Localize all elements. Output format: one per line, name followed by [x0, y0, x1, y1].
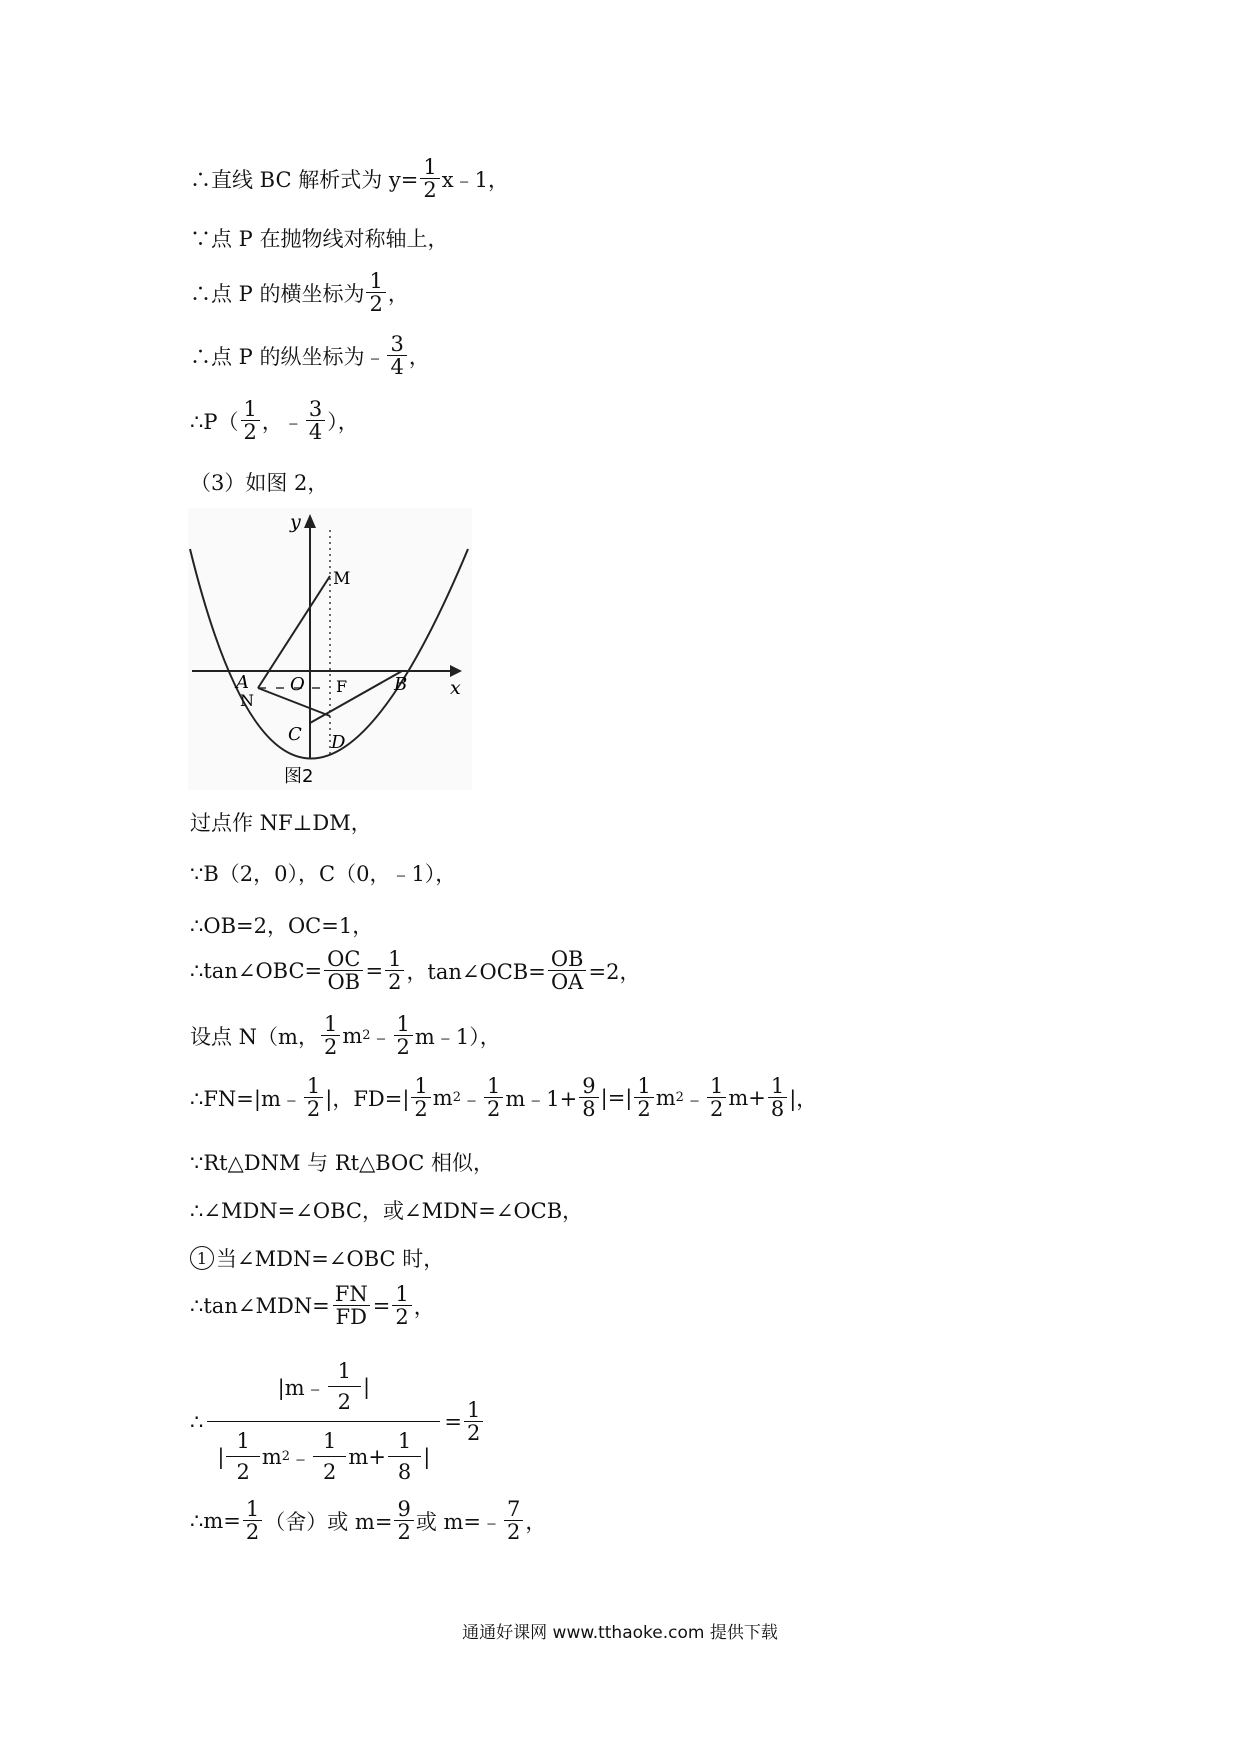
fraction	[241, 398, 260, 443]
numerator: 9	[582, 1074, 596, 1098]
numerator: 1	[395, 1282, 409, 1306]
numerator: 3	[308, 397, 323, 421]
exponent: 2	[675, 1090, 684, 1106]
text-segment: x﹣1，	[441, 167, 509, 192]
text-segment: |=|	[600, 1085, 633, 1110]
numerator: 1	[306, 1074, 321, 1098]
text-segment: ，	[408, 344, 430, 369]
text-segment: m	[432, 1085, 453, 1110]
text-line-points-bc	[190, 858, 456, 888]
denominator: 2	[484, 1097, 503, 1120]
text-segment: ∴∠MDN=∠OBC，或∠MDN=∠OCB，	[190, 1199, 584, 1223]
parabola-figure	[188, 508, 472, 790]
text-segment: |m﹣	[277, 1375, 326, 1400]
label-y: y	[290, 511, 301, 533]
denominator: OB	[324, 970, 363, 993]
text-line-bc-equation	[190, 156, 509, 201]
text-segment: ，	[525, 1509, 547, 1534]
text-segment: m	[261, 1444, 282, 1469]
text-segment: （3）如图 2，	[190, 471, 329, 495]
numerator: OC	[327, 947, 361, 971]
text-segment: ∴tan∠MDN=	[190, 1293, 330, 1318]
text-segment: ，﹣	[261, 409, 304, 434]
text-line-case1	[190, 1243, 444, 1273]
denominator: 2	[464, 1421, 483, 1444]
numerator: 1	[709, 1074, 724, 1098]
numerator: 3	[390, 332, 404, 356]
text-line-p-abscissa	[190, 270, 409, 315]
text-line-p-on-axis	[190, 223, 448, 253]
text-segment: ∵B（2，0），C（0，﹣1），	[190, 862, 457, 886]
denominator: 8	[388, 1456, 421, 1487]
denominator: 2	[241, 420, 260, 443]
denominator: 2	[504, 1520, 523, 1543]
text-line-p-ordinate	[190, 333, 430, 378]
text-segment: ∴点 P 的纵坐标为﹣	[190, 344, 386, 369]
fraction	[306, 398, 325, 443]
text-segment: =2，	[588, 959, 641, 984]
numerator: 1	[423, 155, 437, 179]
fraction	[366, 270, 385, 315]
text-segment: =	[444, 1409, 462, 1434]
numerator: 7	[507, 1497, 521, 1521]
label-a: A	[236, 672, 249, 693]
exponent: 2	[452, 1090, 461, 1106]
fraction	[243, 1498, 262, 1543]
denominator: 2	[707, 1097, 726, 1120]
label-n: N	[240, 691, 254, 710]
text-segment: ﹣	[683, 1086, 705, 1111]
text-segment: ﹣	[290, 1445, 312, 1470]
fraction	[634, 1075, 653, 1120]
text-segment: ，tan∠OCB=	[406, 959, 546, 984]
fraction	[464, 1399, 483, 1444]
fraction	[324, 948, 363, 993]
fraction	[394, 1013, 413, 1058]
denominator: 4	[387, 355, 406, 378]
denominator: 2	[313, 1456, 346, 1487]
text-segment: ∵点 P 在抛物线对称轴上，	[190, 227, 449, 251]
text-segment: =	[365, 958, 384, 983]
fraction	[484, 1075, 503, 1120]
denominator: OA	[548, 970, 586, 993]
compound-fraction	[207, 1352, 440, 1491]
denominator: 2	[394, 1520, 413, 1543]
text-line-draw-nf	[190, 807, 372, 837]
text-segment: m	[655, 1085, 676, 1110]
fraction	[420, 156, 439, 201]
numerator: 1	[337, 1359, 352, 1383]
denominator: 2	[411, 1097, 430, 1120]
text-line-p-point	[190, 398, 359, 443]
denominator: 2	[366, 292, 385, 315]
text-segment: ﹣	[461, 1086, 482, 1111]
text-segment: 设点 N（m，	[190, 1024, 319, 1049]
text-line-set-n	[190, 1013, 501, 1058]
text-segment: m﹣1），	[414, 1024, 501, 1049]
text-line-ratio-equation	[190, 1352, 485, 1491]
denominator: 2	[420, 178, 439, 201]
denominator: 2	[226, 1456, 259, 1487]
text-segment: ∵Rt△DNM 与 Rt△BOC 相似，	[190, 1151, 495, 1175]
fraction	[313, 1426, 346, 1487]
fraction	[548, 948, 587, 993]
text-line-similar	[190, 1147, 494, 1177]
numerator: 1	[243, 397, 257, 421]
text-segment: ﹣	[370, 1024, 392, 1049]
denominator: 2	[392, 1305, 411, 1328]
numerator: 1	[397, 1429, 412, 1454]
denominator: 2	[394, 1035, 413, 1058]
numerator: 1	[770, 1074, 785, 1098]
text-segment: ∴直线 BC 解析式为 y=	[190, 167, 419, 192]
text-line-ob-oc	[190, 910, 373, 940]
denominator: 2	[304, 1097, 323, 1120]
denominator: 2	[321, 1035, 340, 1058]
fraction	[226, 1426, 259, 1487]
text-segment: |	[217, 1444, 225, 1469]
text-segment: ∴P（	[190, 409, 239, 434]
numerator: OB	[550, 947, 584, 971]
fraction	[304, 1075, 323, 1120]
numerator: 1	[369, 269, 383, 293]
text-segment: m﹣1+	[505, 1086, 578, 1111]
text-segment: 过点作 NF⊥DM，	[190, 811, 372, 835]
compound-denominator	[207, 1421, 440, 1491]
fraction	[388, 1426, 421, 1487]
label-o: O	[290, 674, 305, 695]
numerator: 1	[466, 1398, 481, 1423]
label-f: F	[336, 677, 348, 696]
label-d: D	[331, 732, 346, 753]
numerator: 1	[388, 947, 402, 971]
fraction	[385, 948, 404, 993]
denominator: FD	[333, 1305, 370, 1328]
numerator: FN	[334, 1282, 368, 1306]
denominator: 2	[243, 1520, 262, 1543]
circled-number: 1	[190, 1246, 214, 1270]
text-segment: 当∠MDN=∠OBC 时，	[216, 1247, 445, 1271]
figure-caption: 图2	[284, 766, 314, 787]
fraction	[394, 1498, 413, 1543]
exponent: 2	[281, 1449, 291, 1465]
text-segment: ∴m=	[190, 1508, 241, 1533]
label-b: B	[394, 674, 408, 695]
numerator: 1	[396, 1012, 410, 1036]
fraction	[328, 1356, 361, 1417]
fraction	[321, 1013, 340, 1058]
text-segment: ∴FN=|m﹣	[190, 1086, 302, 1111]
label-m: M	[333, 569, 351, 589]
text-segment: ∴tan∠OBC=	[190, 958, 323, 983]
text-segment: m+	[348, 1444, 386, 1469]
text-segment: 或 m=﹣	[415, 1509, 502, 1534]
fraction	[579, 1075, 598, 1120]
compound-numerator	[268, 1352, 380, 1421]
denominator: 4	[306, 420, 325, 443]
fraction	[411, 1075, 430, 1120]
denominator: 2	[328, 1386, 361, 1417]
fraction	[392, 1283, 411, 1328]
numerator: 1	[323, 1429, 337, 1454]
exponent: 2	[362, 1028, 371, 1044]
text-segment: m+	[728, 1085, 766, 1110]
fraction	[504, 1498, 523, 1543]
text-line-m-solutions	[190, 1498, 546, 1543]
denominator: 2	[634, 1097, 653, 1120]
text-segment: ∴OB=2，OC=1，	[190, 914, 374, 938]
fraction	[387, 333, 406, 378]
text-segment: |，FD=|	[325, 1086, 410, 1111]
numerator: 1	[245, 1497, 260, 1521]
text-segment: ∴	[190, 1409, 204, 1434]
numerator: 1	[236, 1429, 250, 1454]
fraction	[332, 1283, 371, 1328]
text-segment: ∴点 P 的横坐标为	[190, 281, 365, 306]
numerator: 1	[637, 1074, 651, 1098]
text-segment: ，	[413, 1294, 435, 1319]
label-x: x	[450, 677, 461, 699]
denominator: 8	[768, 1097, 787, 1120]
text-segment: m	[342, 1023, 363, 1048]
numerator: 1	[487, 1074, 501, 1098]
text-segment: ，	[387, 281, 409, 306]
text-segment: ），	[327, 409, 359, 434]
text-line-tangents	[190, 948, 640, 993]
fraction	[707, 1075, 726, 1120]
numerator: 9	[397, 1497, 411, 1521]
text-segment: （舍）或 m=	[264, 1509, 393, 1534]
text-segment: =	[372, 1293, 391, 1318]
text-segment: |	[363, 1374, 371, 1399]
text-line-angles	[190, 1195, 583, 1225]
numerator: 1	[323, 1012, 338, 1036]
text-line-part3	[190, 467, 328, 497]
numerator: 1	[414, 1074, 428, 1098]
label-c: C	[288, 724, 302, 745]
page-footer: 通通好课网 www.tthaoke.com 提供下载	[462, 1623, 778, 1643]
text-line-tan-mdn	[190, 1283, 435, 1328]
text-line-fn-fd	[190, 1075, 817, 1120]
text-segment: |，	[789, 1086, 818, 1111]
fraction	[768, 1075, 787, 1120]
denominator: 8	[579, 1097, 598, 1120]
denominator: 2	[385, 970, 404, 993]
text-segment: |	[423, 1444, 431, 1469]
